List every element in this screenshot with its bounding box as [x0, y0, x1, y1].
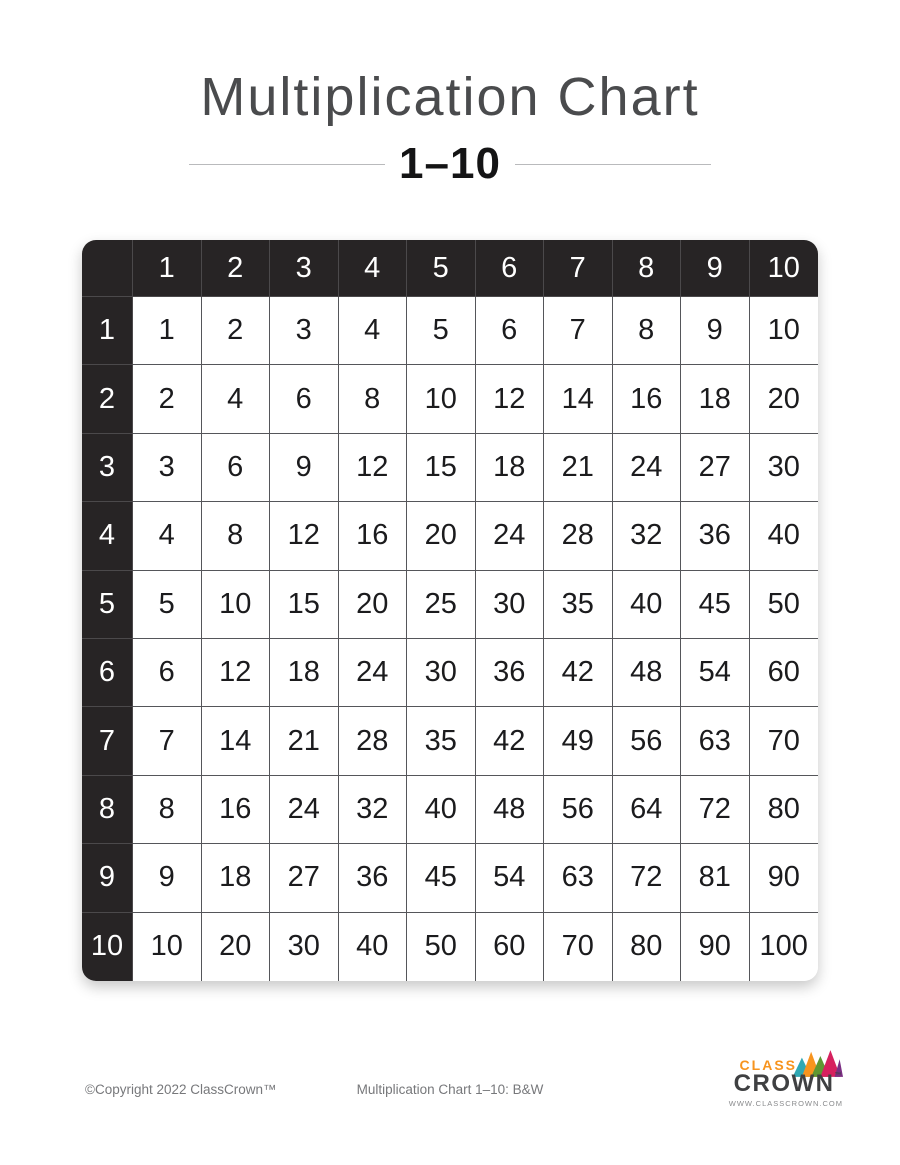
product-cell: 14	[202, 707, 271, 775]
product-cell: 10	[407, 365, 476, 433]
subtitle-rule-left	[189, 164, 385, 165]
product-cell: 36	[681, 502, 750, 570]
product-cell: 21	[544, 434, 613, 502]
product-cell: 72	[613, 844, 682, 912]
row-header-cell: 4	[82, 502, 133, 570]
product-cell: 32	[339, 776, 408, 844]
product-cell: 32	[613, 502, 682, 570]
product-cell: 54	[476, 844, 545, 912]
product-cell: 10	[750, 297, 819, 365]
classcrown-logo	[729, 1048, 843, 1108]
page-subtitle: 1–10	[399, 139, 501, 188]
product-cell: 18	[681, 365, 750, 433]
row-header-cell: 6	[82, 639, 133, 707]
product-cell: 4	[339, 297, 408, 365]
col-header-cell: 7	[544, 240, 613, 297]
product-cell: 14	[544, 365, 613, 433]
logo-trademark: ™	[834, 1072, 843, 1079]
product-cell: 8	[339, 365, 408, 433]
product-cell: 12	[339, 434, 408, 502]
logo-word-crown	[729, 1072, 843, 1096]
product-cell: 40	[407, 776, 476, 844]
product-cell: 63	[544, 844, 613, 912]
logo-word-class: CLASS	[739, 1057, 797, 1073]
product-cell: 50	[407, 913, 476, 981]
product-cell: 40	[613, 571, 682, 639]
row-header-cell: 3	[82, 434, 133, 502]
product-cell: 50	[750, 571, 819, 639]
product-cell: 60	[476, 913, 545, 981]
product-cell: 35	[544, 571, 613, 639]
product-cell: 56	[613, 707, 682, 775]
product-cell: 30	[476, 571, 545, 639]
product-cell: 40	[339, 913, 408, 981]
col-header-cell: 9	[681, 240, 750, 297]
product-cell: 12	[270, 502, 339, 570]
product-cell: 36	[476, 639, 545, 707]
subtitle-row	[0, 138, 900, 190]
product-cell: 8	[133, 776, 202, 844]
product-cell: 5	[407, 297, 476, 365]
product-cell: 25	[407, 571, 476, 639]
product-cell: 48	[476, 776, 545, 844]
product-cell: 20	[339, 571, 408, 639]
product-cell: 9	[270, 434, 339, 502]
product-cell: 24	[613, 434, 682, 502]
product-cell: 30	[407, 639, 476, 707]
product-cell: 40	[750, 502, 819, 570]
product-cell: 3	[133, 434, 202, 502]
logo-url: WWW.CLASSCROWN.COM	[728, 1099, 843, 1108]
product-cell: 70	[544, 913, 613, 981]
product-cell: 2	[133, 365, 202, 433]
product-cell: 6	[476, 297, 545, 365]
product-cell: 6	[270, 365, 339, 433]
product-cell: 24	[476, 502, 545, 570]
product-cell: 35	[407, 707, 476, 775]
product-cell: 90	[681, 913, 750, 981]
product-cell: 48	[613, 639, 682, 707]
product-cell: 64	[613, 776, 682, 844]
product-cell: 8	[613, 297, 682, 365]
product-cell: 7	[544, 297, 613, 365]
product-cell: 90	[750, 844, 819, 912]
product-cell: 54	[681, 639, 750, 707]
product-cell: 24	[270, 776, 339, 844]
row-header-cell: 1	[82, 297, 133, 365]
row-header-cell: 7	[82, 707, 133, 775]
row-header-cell: 5	[82, 571, 133, 639]
product-cell: 28	[339, 707, 408, 775]
product-cell: 4	[202, 365, 271, 433]
product-cell: 6	[133, 639, 202, 707]
product-cell: 30	[750, 434, 819, 502]
footer-doc-title: Multiplication Chart 1–10: B&W	[356, 1082, 544, 1097]
col-header-cell: 2	[202, 240, 271, 297]
multiplication-table	[82, 240, 818, 981]
product-cell: 20	[407, 502, 476, 570]
col-header-cell: 6	[476, 240, 545, 297]
product-cell: 21	[270, 707, 339, 775]
product-cell: 28	[544, 502, 613, 570]
product-cell: 18	[270, 639, 339, 707]
product-cell: 30	[270, 913, 339, 981]
product-cell: 42	[476, 707, 545, 775]
col-header-cell: 5	[407, 240, 476, 297]
product-cell: 6	[202, 434, 271, 502]
product-cell: 10	[202, 571, 271, 639]
row-header-cell: 10	[82, 913, 133, 981]
footer-copyright: ©Copyright 2022 ClassCrown™	[85, 1082, 277, 1097]
product-cell: 72	[681, 776, 750, 844]
product-cell: 7	[133, 707, 202, 775]
product-cell: 16	[202, 776, 271, 844]
product-cell: 45	[407, 844, 476, 912]
product-cell: 4	[133, 502, 202, 570]
product-cell: 3	[270, 297, 339, 365]
page-title: Multiplication Chart	[200, 67, 700, 127]
product-cell: 100	[750, 913, 819, 981]
product-cell: 81	[681, 844, 750, 912]
product-cell: 2	[202, 297, 271, 365]
product-cell: 63	[681, 707, 750, 775]
product-cell: 9	[681, 297, 750, 365]
product-cell: 9	[133, 844, 202, 912]
product-cell: 5	[133, 571, 202, 639]
product-cell: 15	[270, 571, 339, 639]
product-cell: 24	[339, 639, 408, 707]
product-cell: 80	[613, 913, 682, 981]
col-header-cell: 3	[270, 240, 339, 297]
product-cell: 16	[613, 365, 682, 433]
product-cell: 60	[750, 639, 819, 707]
product-cell: 42	[544, 639, 613, 707]
product-cell: 12	[202, 639, 271, 707]
logo-word-crown-text: CROWN	[733, 1070, 835, 1097]
product-cell: 45	[681, 571, 750, 639]
product-cell: 27	[270, 844, 339, 912]
product-cell: 1	[133, 297, 202, 365]
col-header-cell: 1	[133, 240, 202, 297]
col-header-cell: 4	[339, 240, 408, 297]
product-cell: 20	[202, 913, 271, 981]
product-cell: 49	[544, 707, 613, 775]
product-cell: 12	[476, 365, 545, 433]
product-cell: 70	[750, 707, 819, 775]
row-header-cell: 2	[82, 365, 133, 433]
product-cell: 10	[133, 913, 202, 981]
col-header-cell: 10	[750, 240, 819, 297]
subtitle-rule-right	[515, 164, 711, 165]
product-cell: 80	[750, 776, 819, 844]
product-cell: 56	[544, 776, 613, 844]
col-header-cell: 8	[613, 240, 682, 297]
product-cell: 18	[476, 434, 545, 502]
product-cell: 20	[750, 365, 819, 433]
product-cell: 27	[681, 434, 750, 502]
row-header-cell: 9	[82, 844, 133, 912]
product-cell: 18	[202, 844, 271, 912]
product-cell: 36	[339, 844, 408, 912]
product-cell: 16	[339, 502, 408, 570]
product-cell: 8	[202, 502, 271, 570]
row-header-cell: 8	[82, 776, 133, 844]
product-cell: 15	[407, 434, 476, 502]
corner-cell	[82, 240, 133, 297]
